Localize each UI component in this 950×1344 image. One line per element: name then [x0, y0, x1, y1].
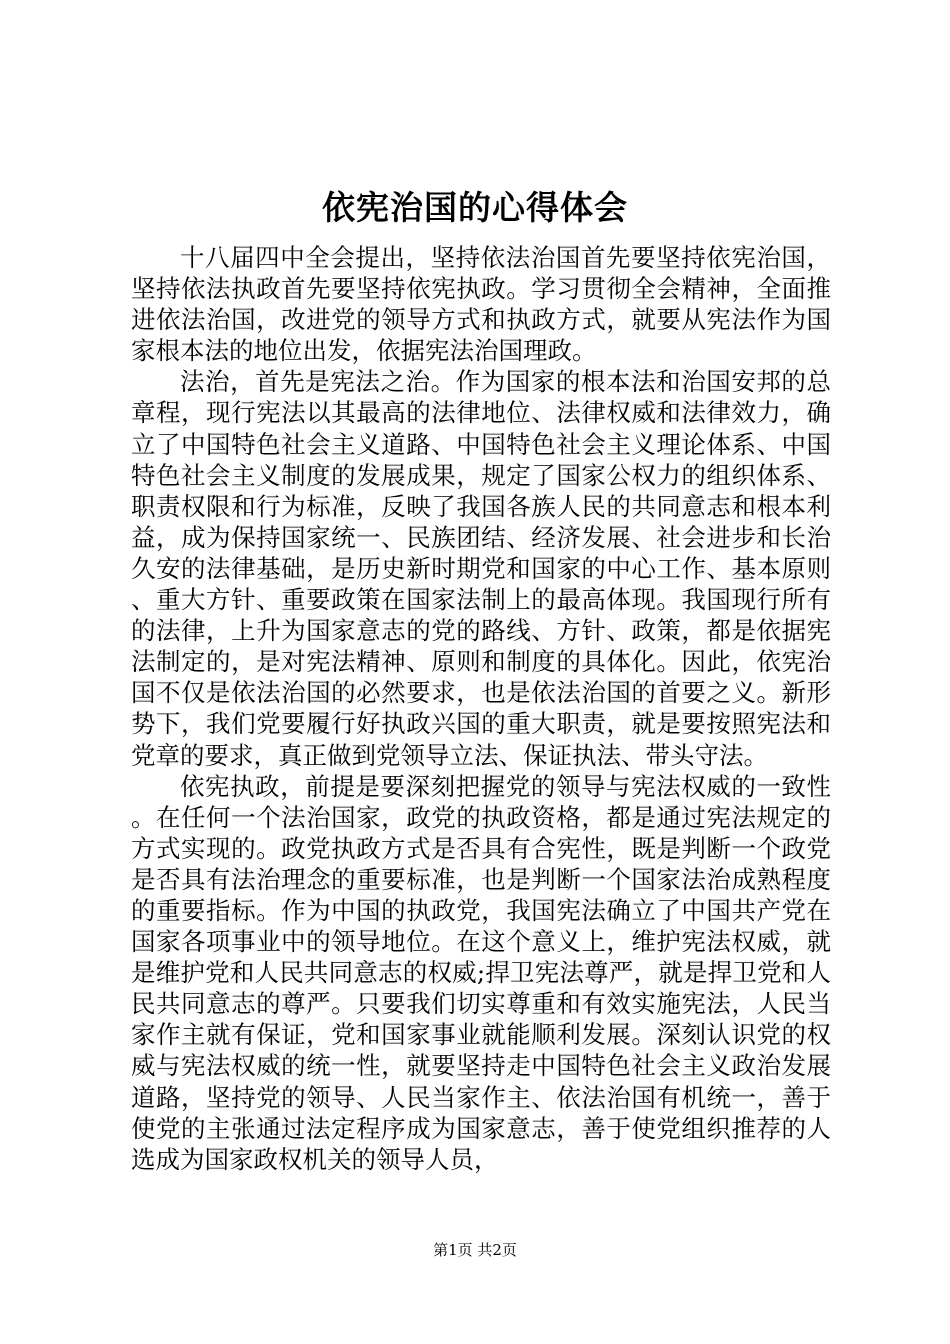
paragraph-1: 十八届四中全会提出，坚持依法治国首先要坚持依宪治国，坚持依法执政首先要坚持依宪执政。学习贯彻全会精神，全面推进依法治国，改进党的领导方式和执政方式，就要从宪法作为国家根本法的地位出发，依据宪法治国理政。	[131, 243, 831, 366]
page-number-footer: 第1页 共2页	[433, 1241, 517, 1259]
document-body	[131, 242, 831, 1175]
document-title: 依宪治国的心得体会	[322, 188, 628, 227]
paragraph-3: 依宪执政，前提是要深刻把握党的领导与宪法权威的一致性。在任何一个法治国家，政党的执政资格，都是通过宪法规定的方式实现的。政党执政方式是否具有合宪性，既是判断一个政党是否具有法治理念的重要标准，也是判断一个国家法治成熟程度的重要指标。作为中国的执政党，我国宪法确立了中国共产党在国家各项事业中的领导地位。在这个意义上，维护宪法权威，就是维护党和人民共同意志的权威;捍卫宪法尊严，就是捍卫党和人民共同意志的尊严。只要我们切实尊重和有效实施宪法，人民当家作主就有保证，党和国家事业就能顺利发展。深刻认识党的权威与宪法权威的统一性，就要坚持走中国特色社会主义政治发展道路，坚持党的领导、人民当家作主、依法治国有机统一，善于使党的主张通过法定程序成为国家意志，善于使党组织推荐的人选成为国家政权机关的领导人员，	[131, 771, 831, 1174]
paragraph-2: 法治，首先是宪法之治。作为国家的根本法和治国安邦的总章程，现行宪法以其最高的法律地位、法律权威和法律效力，确立了中国特色社会主义道路、中国特色社会主义理论体系、中国特色社会主义制度的发展成果，规定了国家公权力的组织体系、职责权限和行为标准，反映了我国各族人民的共同意志和根本利益，成为保持国家统一、民族团结、经济发展、社会进步和长治久安的法律基础，是历史新时期党和国家的中心工作、基本原则、重大方针、重要政策在国家法制上的最高体现。我国现行所有的法律，上升为国家意志的党的路线、方针、政策，都是依据宪法制定的，是对宪法精神、原则和制度的具体化。因此，依宪治国不仅是依法治国的必然要求，也是依法治国的首要之义。新形势下，我们党要履行好执政兴国的重大职责，就是要按照宪法和党章的要求，真正做到党领导立法、保证执法、带头守法。	[131, 367, 831, 770]
